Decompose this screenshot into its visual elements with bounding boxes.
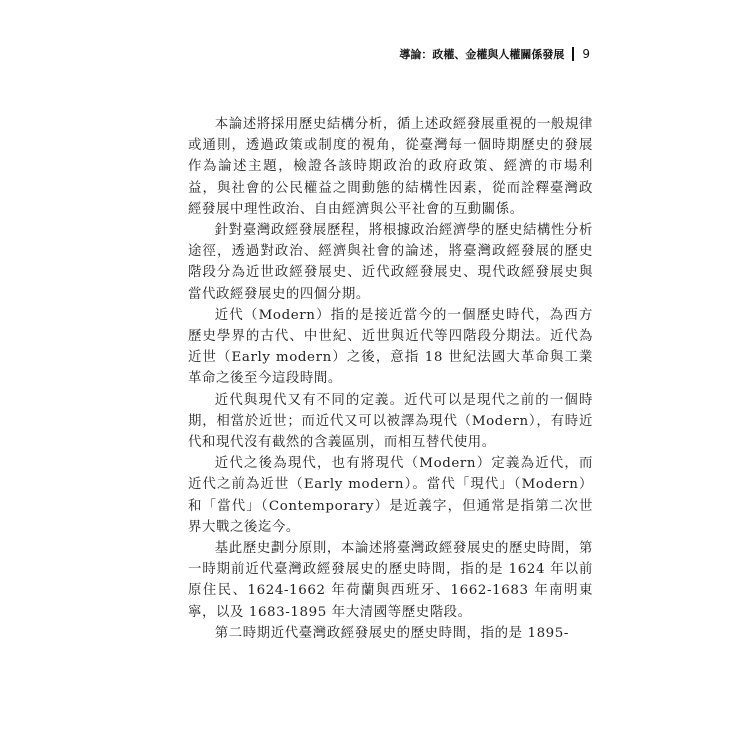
paragraph: 近代與現代又有不同的定義。近代可以是現代之前的一個時期，相當於近世；而近代又可以被譯為現代（Modern），有時近代和現代沒有截然的含義區別，而相互替代使用。 — [188, 392, 593, 451]
paragraph: 近代（Modern）指的是接近當今的一個歷史時代，為西方歷史學界的古代、中世紀、近世與近代等四階段分期法。近代為近世（Early modern）之後，意指 18 世紀法國大革命與工業革命之後至今這段時間。 — [188, 307, 593, 387]
running-header — [399, 46, 590, 62]
body-text — [188, 114, 593, 644]
header-divider — [572, 47, 574, 61]
page-number: 9 — [582, 47, 590, 61]
chapter-title: 導論：政權、金權與人權關係發展 — [399, 48, 565, 61]
paragraph: 近代之後為現代，也有將現代（Modern）定義為近代，而近代之前為近世（Early modern）。當代「現代」（Modern）和「當代」（Contemporary）是近義字，但通常是指第二次世界大戰之後迄今。 — [188, 456, 593, 535]
paragraph: 基此歷史劃分原則，本論述將臺灣政經發展史的歷史時間，第一時期前近代臺灣政經發展史的歷史時間，指的是 1624 年以前原住民、1624-1662 年荷蘭與西班牙、1662-1683 年南明東寧，以及 1683-1895 年大清國等歷史階段。 — [188, 541, 593, 620]
paragraph: 本論述將採用歷史結構分析，循上述政經發展重視的一般規律或通則，透過政策或制度的視角，從臺灣每一個時期歷史的發展作為論述主題，檢證各該時期政治的政府政策、經濟的市場利益，與社會的公民權益之間動態的結構性因素，從而詮釋臺灣政經發展中理性政治、自由經濟與公平社會的互動關係。 — [188, 117, 593, 217]
paragraph: 針對臺灣政經發展歷程，將根據政治經濟學的歷史結構性分析途徑，透過對政治、經濟與社會的論述，將臺灣政經發展的歷史階段分為近世政經發展史、近代政經發展史、現代政經發展史與當代政經發展史的四個分期。 — [188, 223, 593, 302]
paragraph: 第二時期近代臺灣政經發展史的歷史時間，指的是 1895- — [214, 625, 570, 641]
